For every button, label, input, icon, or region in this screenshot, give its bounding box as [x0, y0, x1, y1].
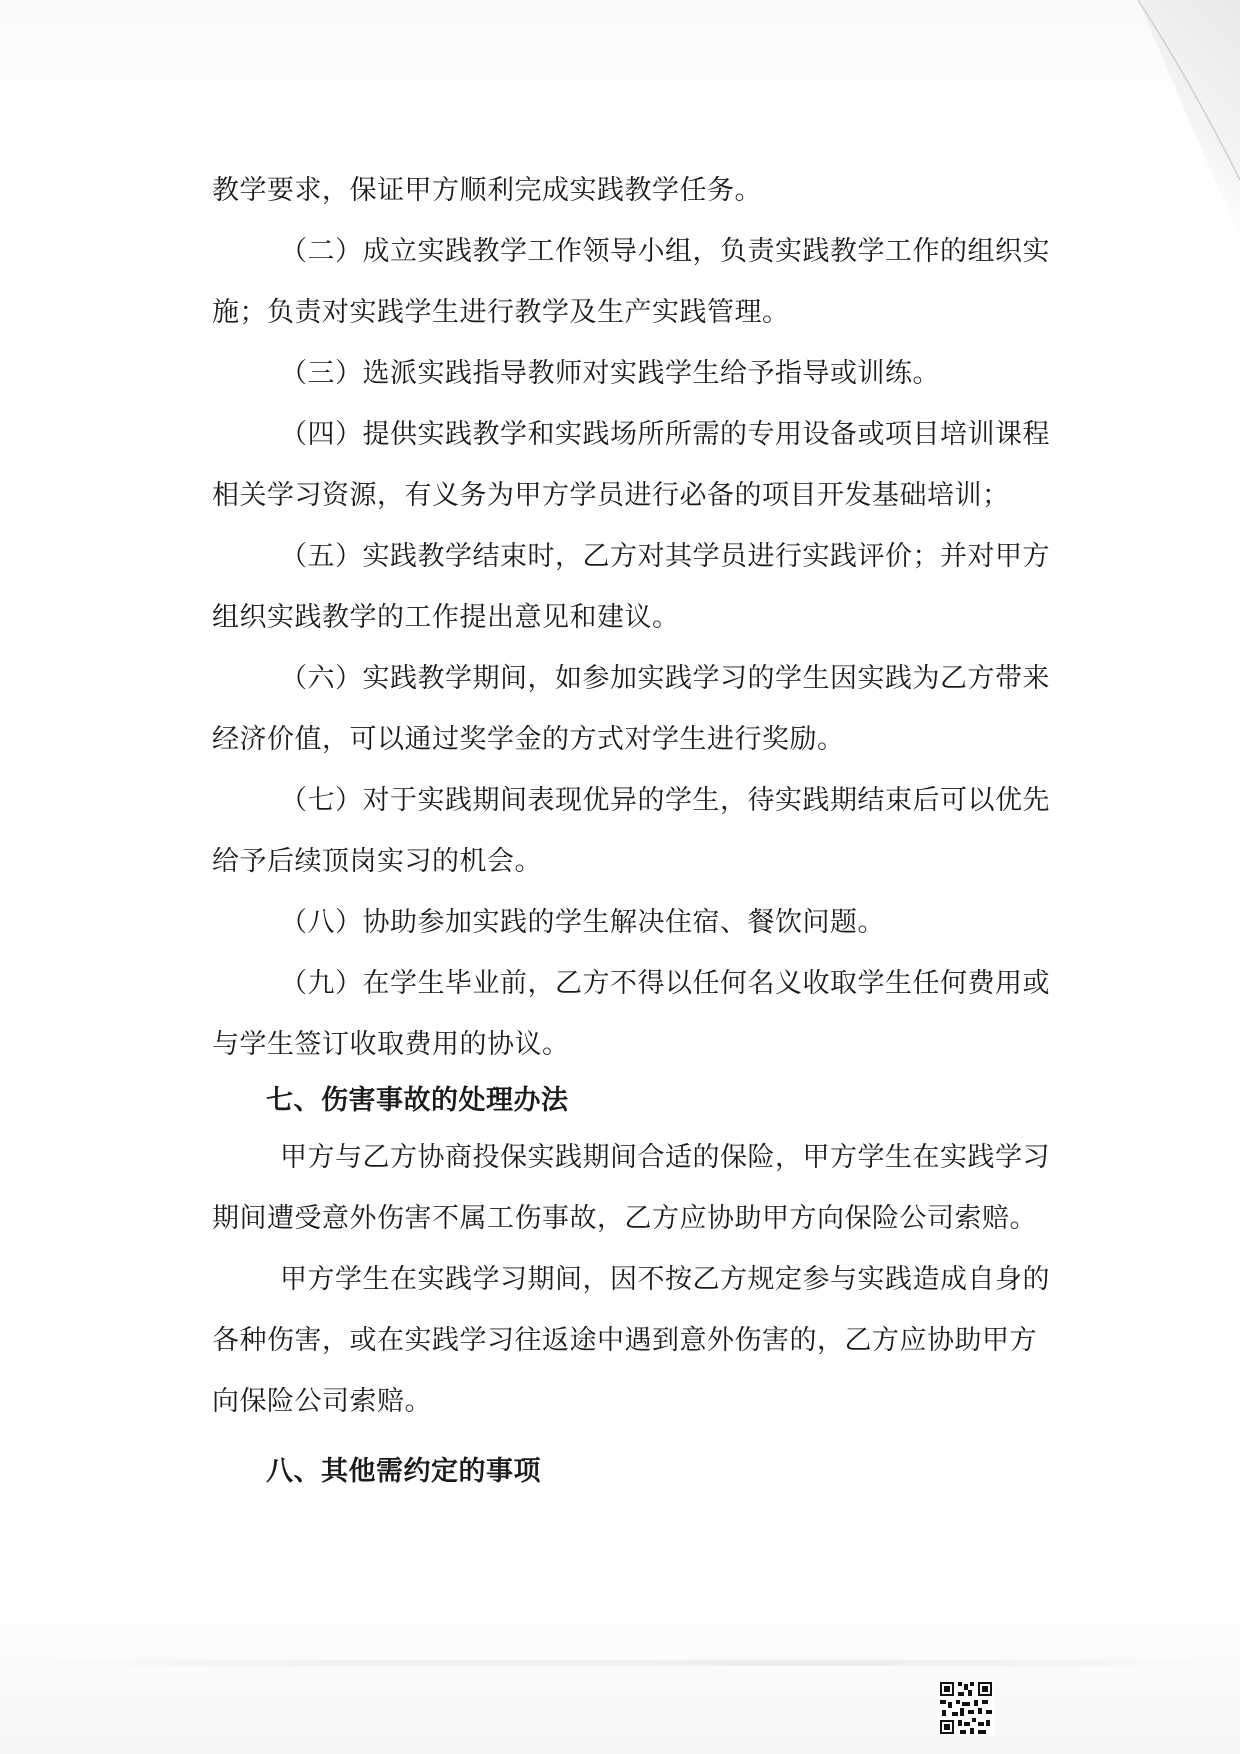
body-line-7: （五）实践教学结束时，乙方对其学员进行实践评价；并对甲方 — [280, 541, 1050, 572]
section-7-line-5: 向保险公司索赔。 — [212, 1386, 432, 1417]
body-line-11: （七）对于实践期间表现优异的学生，待实践期结束后可以优先 — [280, 785, 1050, 816]
document-body — [212, 160, 1050, 1498]
body-line-15: 与学生签订收取费用的协议。 — [212, 1029, 570, 1060]
body-line-10: 经济价值，可以通过奖学金的方式对学生进行奖励。 — [212, 724, 845, 755]
body-line-14: （九）在学生毕业前，乙方不得以任何名义收取学生任何费用或 — [280, 968, 1050, 999]
body-line-13: （八）协助参加实践的学生解决住宿、餐饮问题。 — [280, 907, 885, 938]
body-line-1: 教学要求，保证甲方顺利完成实践教学任务。 — [212, 175, 762, 206]
section-7-line-1: 甲方与乙方协商投保实践期间合适的保险，甲方学生在实践学习 — [280, 1142, 1050, 1173]
body-line-9: （六）实践教学期间，如参加实践学习的学生因实践为乙方带来 — [280, 663, 1050, 694]
fold-crease — [1070, 0, 1240, 240]
section-7-line-3: 甲方学生在实践学习期间，因不按乙方规定参与实践造成自身的 — [280, 1264, 1050, 1295]
body-line-2: （二）成立实践教学工作领导小组，负责实践教学工作的组织实 — [280, 236, 1050, 267]
body-line-3: 施；负责对实践学生进行教学及生产实践管理。 — [212, 297, 790, 328]
body-line-6: 相关学习资源，有义务为甲方学员进行必备的项目开发基础培训； — [212, 480, 1010, 511]
body-line-8: 组织实践教学的工作提出意见和建议。 — [212, 602, 680, 633]
section-7-heading: 七、伤害事故的处理办法 — [266, 1085, 569, 1116]
section-7-line-4: 各种伤害，或在实践学习往返途中遇到意外伤害的，乙方应协助甲方 — [212, 1325, 1037, 1356]
qr-code-icon — [938, 1680, 994, 1736]
body-line-4: （三）选派实践指导教师对实践学生给予指导或训练。 — [280, 358, 940, 389]
section-8-heading: 八、其他需约定的事项 — [266, 1456, 541, 1487]
section-7-line-2: 期间遭受意外伤害不属工伤事故，乙方应协助甲方向保险公司索赔。 — [212, 1203, 1037, 1234]
body-line-12: 给予后续顶岗实习的机会。 — [212, 846, 542, 877]
body-line-5: （四）提供实践教学和实践场所所需的专用设备或项目培训课程 — [280, 419, 1050, 450]
scan-shadow — [0, 1660, 1240, 1666]
